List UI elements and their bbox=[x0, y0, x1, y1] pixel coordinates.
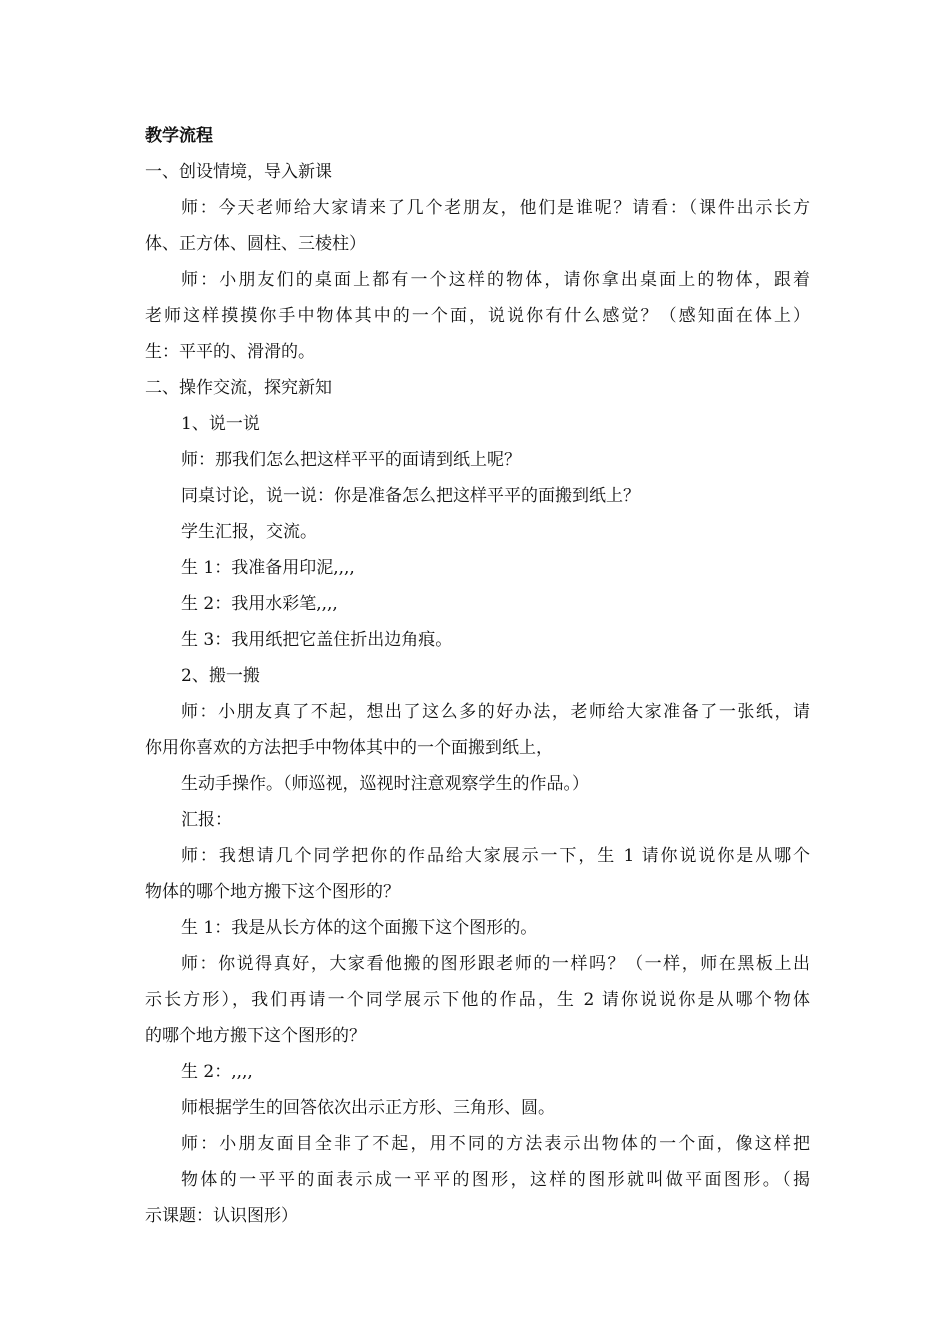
paragraph-line: 体、正方体、圆柱、三棱柱） bbox=[145, 234, 366, 254]
subsection-heading: 2、搬一搬 bbox=[181, 666, 260, 686]
paragraph-line: 生 2：,,,, bbox=[181, 1062, 253, 1082]
paragraph-line: 的哪个地方搬下这个图形的？ bbox=[145, 1026, 366, 1046]
paragraph-line: 汇报： bbox=[181, 810, 232, 830]
paragraph-line: 师：小朋友真了不起，想出了这么多的好办法，老师给大家准备了一张纸，请 bbox=[181, 702, 810, 722]
paragraph-line: 生 1：我是从长方体的这个面搬下这个图形的。 bbox=[181, 918, 538, 938]
paragraph-line: 学生汇报，交流。 bbox=[181, 522, 317, 542]
paragraph-line: 生 1：我准备用印泥,,,, bbox=[181, 558, 355, 578]
paragraph-line: 老师这样摸摸你手中物体其中的一个面，说说你有什么感觉？（感知面在体上） bbox=[145, 306, 810, 326]
paragraph-line: 你用你喜欢的方法把手中物体其中的一个面搬到纸上， bbox=[145, 738, 553, 758]
paragraph-line: 师：小朋友面目全非了不起，用不同的方法表示出物体的一个面，像这样把 bbox=[181, 1134, 810, 1154]
document-body bbox=[145, 118, 810, 1234]
section-heading-1: 一、创设情境，导入新课 bbox=[145, 162, 332, 182]
paragraph-line: 生 3：我用纸把它盖住折出边角痕。 bbox=[181, 630, 453, 650]
paragraph-line: 同桌讨论，说一说：你是准备怎么把这样平平的面搬到纸上？ bbox=[181, 486, 640, 506]
paragraph-line: 师：今天老师给大家请来了几个老朋友，他们是谁呢？请看：（课件出示长方 bbox=[181, 198, 810, 218]
section-heading-2: 二、操作交流，探究新知 bbox=[145, 378, 332, 398]
document-title: 教学流程 bbox=[145, 126, 213, 146]
paragraph-line: 生动手操作。（师巡视，巡视时注意观察学生的作品。） bbox=[181, 774, 589, 794]
paragraph-line: 示长方形），我们再请一个同学展示下他的作品，生 2 请你说说你是从哪个物体 bbox=[145, 990, 810, 1010]
subsection-heading: 1、说一说 bbox=[181, 414, 260, 434]
paragraph-line: 生 2：我用水彩笔,,,, bbox=[181, 594, 338, 614]
paragraph-line: 物体的哪个地方搬下这个图形的？ bbox=[145, 882, 400, 902]
paragraph-line: 师：我想请几个同学把你的作品给大家展示一下，生 1 请你说说你是从哪个 bbox=[181, 846, 810, 866]
paragraph-line: 师：小朋友们的桌面上都有一个这样的物体，请你拿出桌面上的物体，跟着 bbox=[181, 270, 810, 290]
paragraph-line: 师根据学生的回答依次出示正方形、三角形、圆。 bbox=[181, 1098, 555, 1118]
paragraph-line: 生：平平的、滑滑的。 bbox=[145, 342, 315, 362]
paragraph-line: 师：那我们怎么把这样平平的面请到纸上呢？ bbox=[181, 450, 521, 470]
paragraph-line: 物体的一平平的面表示成一平平的图形，这样的图形就叫做平面图形。（揭 bbox=[181, 1170, 810, 1190]
paragraph-line: 示课题：认识图形） bbox=[145, 1206, 298, 1226]
paragraph-line: 师：你说得真好，大家看他搬的图形跟老师的一样吗？（一样，师在黑板上出 bbox=[181, 954, 810, 974]
